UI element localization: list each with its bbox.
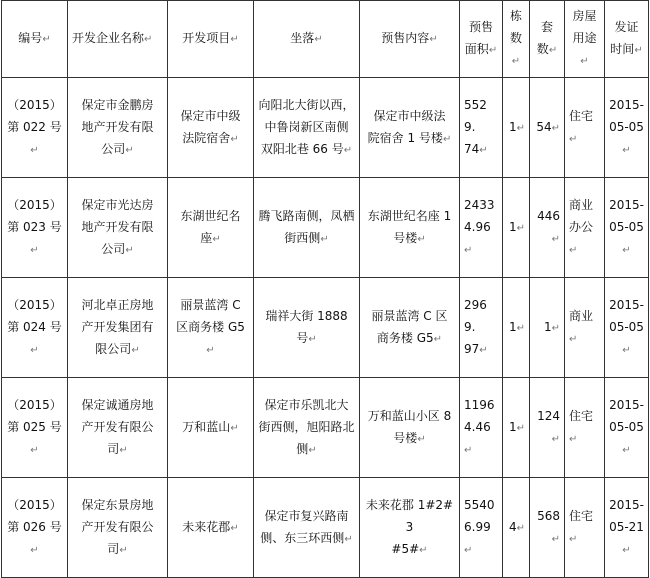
cell-line: 法院宿舍 <box>182 130 231 145</box>
paragraph-mark-icon <box>344 534 352 545</box>
cell-line: 时间 <box>610 42 635 56</box>
presale-area-cell <box>460 78 503 178</box>
unit-count-cell <box>530 478 565 578</box>
cell-line: 未来花郡 1#2#3 <box>365 497 454 534</box>
paragraph-mark-icon <box>622 345 630 356</box>
usage-cell <box>565 478 605 578</box>
cell-line: 万和蓝山小区 8 <box>367 408 452 423</box>
cell-line: 编号 <box>18 31 43 45</box>
header-number <box>2 1 68 78</box>
cell-line: 保定市中级法 <box>373 108 446 123</box>
header-building-count <box>503 1 530 78</box>
paragraph-mark-icon <box>464 445 472 456</box>
paragraph-mark-icon <box>308 445 316 456</box>
cell-line: 丽景蓝湾 C <box>180 297 241 312</box>
cell-line: 未来花郡 <box>182 519 231 534</box>
issue-date-cell <box>605 278 649 378</box>
issue-date-cell <box>605 378 649 478</box>
cell-line: 4.96 <box>464 219 491 234</box>
paragraph-mark-icon <box>42 34 50 45</box>
table-row <box>2 278 649 378</box>
paragraph-mark-icon <box>119 445 127 456</box>
cell-line: 栋 <box>509 9 522 23</box>
project-cell <box>168 378 254 478</box>
paragraph-mark-icon <box>552 434 560 445</box>
paragraph-mark-icon <box>552 234 560 245</box>
cell-line: 第 024 号 <box>7 319 62 334</box>
header-location <box>254 1 360 78</box>
presale-content-cell <box>360 78 460 178</box>
issue-date-cell <box>605 78 649 178</box>
cell-line: 街西侧，旭阳路北 <box>258 419 355 434</box>
cell-line: 公司 <box>101 141 126 156</box>
cell-line: 2015- <box>609 497 644 512</box>
developer-cell <box>68 378 168 478</box>
project-cell <box>168 478 254 578</box>
cell-line: 住宅 <box>569 408 594 423</box>
cell-line: 2969. <box>464 297 487 334</box>
unit-count-cell <box>530 178 565 278</box>
paragraph-mark-icon <box>308 334 316 345</box>
paragraph-mark-icon <box>131 345 139 356</box>
cell-line: 05-05 <box>609 219 644 234</box>
paragraph-mark-icon <box>443 134 451 145</box>
cell-line: 4 <box>508 519 517 534</box>
paragraph-mark-icon <box>569 334 577 345</box>
cell-line: 区商务楼 G5 <box>176 319 245 334</box>
unit-count-cell <box>530 378 565 478</box>
cell-line: 05-05 <box>609 419 644 434</box>
paragraph-mark-icon <box>230 523 238 534</box>
issue-date-cell <box>605 178 649 278</box>
paragraph-mark-icon <box>119 545 127 556</box>
paragraph-mark-icon <box>30 145 38 156</box>
paragraph-mark-icon <box>552 534 560 545</box>
cell-line: 号楼 <box>393 430 418 445</box>
cell-line: （2015） <box>7 497 62 512</box>
cell-line: 第 023 号 <box>7 219 62 234</box>
paragraph-mark-icon <box>489 45 497 56</box>
cell-line: 1 <box>508 419 517 434</box>
paragraph-mark-icon <box>344 145 352 156</box>
paragraph-mark-icon <box>580 56 588 67</box>
paragraph-mark-icon <box>464 545 472 556</box>
presale-area-cell <box>460 378 503 478</box>
cell-line: 商业 <box>569 197 594 212</box>
cell-line: 2015- <box>609 197 644 212</box>
presale-content-cell <box>360 478 460 578</box>
paragraph-mark-icon <box>417 434 425 445</box>
issue-date-cell <box>605 478 649 578</box>
cell-line: 房屋 <box>572 9 597 23</box>
cell-line: 保定市光达房 <box>81 197 154 212</box>
usage-cell <box>565 78 605 178</box>
cell-line: 5529. <box>464 97 487 134</box>
cell-line: 号楼 <box>393 230 418 245</box>
usage-cell <box>565 278 605 378</box>
presale-area-cell <box>460 478 503 578</box>
cell-line: 5540 <box>464 497 495 512</box>
cell-line: 保定诚通房地 <box>81 397 154 412</box>
permit-number-cell <box>2 478 68 578</box>
paragraph-mark-icon <box>517 423 525 434</box>
paragraph-mark-icon <box>314 34 322 45</box>
developer-cell <box>68 278 168 378</box>
cell-line: （2015） <box>7 397 62 412</box>
cell-line: 东湖世纪名 <box>180 208 241 223</box>
location-cell <box>254 278 360 378</box>
project-cell <box>168 78 254 178</box>
cell-line: 司 <box>107 541 120 556</box>
cell-line: 05-21 <box>609 519 644 534</box>
cell-line: 商业 <box>569 308 594 323</box>
cell-line: 1 <box>543 319 552 334</box>
header-project <box>168 1 254 78</box>
permit-number-cell <box>2 278 68 378</box>
building-count-cell <box>503 478 530 578</box>
paragraph-mark-icon <box>30 345 38 356</box>
cell-line: 4.46 <box>464 419 491 434</box>
project-cell <box>168 178 254 278</box>
cell-line: 2015- <box>609 397 644 412</box>
paragraph-mark-icon <box>417 234 425 245</box>
unit-count-cell <box>530 278 565 378</box>
cell-line: 74 <box>464 141 480 156</box>
cell-line: 商务楼 G5 <box>376 330 434 345</box>
paragraph-mark-icon <box>144 34 152 45</box>
paragraph-mark-icon <box>569 134 577 145</box>
paragraph-mark-icon <box>622 545 630 556</box>
cell-line: 2015- <box>609 297 644 312</box>
paragraph-mark-icon <box>634 45 642 56</box>
paragraph-mark-icon <box>30 545 38 556</box>
paragraph-mark-icon <box>517 123 525 134</box>
cell-line: 数 <box>509 31 522 45</box>
cell-line: 124 <box>537 408 560 423</box>
cell-line: 司 <box>107 441 120 456</box>
cell-line: 1 <box>508 219 517 234</box>
cell-line: 第 022 号 <box>7 119 62 134</box>
cell-line: 2015- <box>609 97 644 112</box>
cell-line: 发证 <box>614 20 639 34</box>
paragraph-mark-icon <box>30 245 38 256</box>
building-count-cell <box>503 78 530 178</box>
cell-line: （2015） <box>7 197 62 212</box>
usage-cell <box>565 178 605 278</box>
cell-line: 产开发有限公 <box>81 419 154 434</box>
paragraph-mark-icon <box>212 234 220 245</box>
cell-line: 1 <box>508 319 517 334</box>
permit-number-cell <box>2 78 68 178</box>
paragraph-mark-icon <box>125 145 133 156</box>
table-row <box>2 478 649 578</box>
cell-line: 丽景蓝湾 C 区 <box>371 308 448 323</box>
cell-line: 预售 <box>468 20 493 34</box>
cell-line: 东湖世纪名座 1 <box>367 208 452 223</box>
paragraph-mark-icon <box>569 434 577 445</box>
cell-line: 第 026 号 <box>7 519 62 534</box>
header-developer <box>68 1 168 78</box>
cell-line: 54 <box>536 119 552 134</box>
table-row <box>2 78 649 178</box>
permit-number-cell <box>2 178 68 278</box>
building-count-cell <box>503 178 530 278</box>
cell-line: 1 <box>508 119 517 134</box>
cell-line: 6.99 <box>464 519 491 534</box>
paragraph-mark-icon <box>125 245 133 256</box>
location-cell <box>254 78 360 178</box>
paragraph-mark-icon <box>230 423 238 434</box>
paragraph-mark-icon <box>479 145 487 156</box>
paragraph-mark-icon <box>622 445 630 456</box>
paragraph-mark-icon <box>569 245 577 256</box>
cell-line: 1196 <box>464 397 495 412</box>
header-presale-area <box>460 1 503 78</box>
cell-line: 向阳北大街以西， <box>258 97 355 112</box>
cell-line: 街西侧 <box>284 230 321 245</box>
paragraph-mark-icon <box>552 323 560 334</box>
cell-line: 保定市复兴路南 <box>264 508 349 523</box>
cell-line: 05-05 <box>609 119 644 134</box>
cell-line: 办公 <box>569 219 594 234</box>
usage-cell <box>565 378 605 478</box>
cell-line: 侧、东三环西侧 <box>260 530 345 545</box>
cell-line: 产开发有限公 <box>81 519 154 534</box>
paragraph-mark-icon <box>512 56 520 67</box>
cell-line: 446 <box>537 208 560 223</box>
cell-line: 数 <box>536 42 549 56</box>
cell-line: 保定市金鹏房 <box>81 97 154 112</box>
paragraph-mark-icon <box>552 123 560 134</box>
cell-line: 座 <box>200 230 213 245</box>
building-count-cell <box>503 278 530 378</box>
presale-content-cell <box>360 278 460 378</box>
cell-line: 套 <box>540 20 553 34</box>
header-row <box>2 1 649 78</box>
cell-line: 2433 <box>464 197 495 212</box>
developer-cell <box>68 78 168 178</box>
cell-line: 双阳北巷 66 号 <box>260 141 344 156</box>
paragraph-mark-icon <box>517 323 525 334</box>
cell-line: 开发企业名称 <box>72 31 145 45</box>
paragraph-mark-icon <box>569 534 577 545</box>
table-body <box>2 78 649 578</box>
cell-line: 产开发集团有 <box>81 319 154 334</box>
paragraph-mark-icon <box>320 234 328 245</box>
cell-line: 住宅 <box>569 508 594 523</box>
paragraph-mark-icon <box>429 34 437 45</box>
paragraph-mark-icon <box>622 245 630 256</box>
cell-line: （2015） <box>7 97 62 112</box>
paragraph-mark-icon <box>622 145 630 156</box>
cell-line: 第 025 号 <box>7 419 62 434</box>
cell-line: 地产开发有限 <box>81 219 154 234</box>
cell-line: 住宅 <box>569 108 594 123</box>
header-usage <box>565 1 605 78</box>
cell-line: 面积 <box>464 42 489 56</box>
cell-line: 万和蓝山 <box>182 419 231 434</box>
paragraph-mark-icon <box>230 34 238 45</box>
paragraph-mark-icon <box>549 45 557 56</box>
cell-line: 地产开发有限 <box>81 119 154 134</box>
location-cell <box>254 178 360 278</box>
cell-line: 侧 <box>296 441 309 456</box>
table-row <box>2 378 649 478</box>
cell-line: 保定市乐凯北大 <box>264 397 349 412</box>
cell-line: 院宿舍 1 号楼 <box>367 130 443 145</box>
cell-line: #5# <box>391 541 420 556</box>
developer-cell <box>68 478 168 578</box>
paragraph-mark-icon <box>206 345 214 356</box>
project-cell <box>168 278 254 378</box>
paragraph-mark-icon <box>434 334 442 345</box>
cell-line: 限公司 <box>95 341 132 356</box>
table-row <box>2 178 649 278</box>
location-cell <box>254 478 360 578</box>
cell-line: 保定东景房地 <box>81 497 154 512</box>
paragraph-mark-icon <box>419 545 427 556</box>
presale-content-cell <box>360 178 460 278</box>
paragraph-mark-icon <box>30 445 38 456</box>
presale-area-cell <box>460 178 503 278</box>
cell-line: 公司 <box>101 241 126 256</box>
cell-line: 腾飞路南侧，凤栖 <box>258 208 355 223</box>
header-unit-count <box>530 1 565 78</box>
presale-content-cell <box>360 378 460 478</box>
building-count-cell <box>503 378 530 478</box>
paragraph-mark-icon <box>479 345 487 356</box>
cell-line: 坐落 <box>290 31 315 45</box>
permit-number-cell <box>2 378 68 478</box>
header-presale-content <box>360 1 460 78</box>
cell-line: 预售内容 <box>381 31 430 45</box>
cell-line: 97 <box>464 341 480 356</box>
paragraph-mark-icon <box>517 523 525 534</box>
paragraph-mark-icon <box>517 223 525 234</box>
location-cell <box>254 378 360 478</box>
cell-line: 河北卓正房地 <box>81 297 154 312</box>
cell-line: 瑞祥大街 1888 号 <box>265 308 348 345</box>
cell-line: 中鲁岗新区南侧 <box>264 119 349 134</box>
cell-line: 保定市中级 <box>180 108 241 123</box>
cell-line: 开发项目 <box>182 31 231 45</box>
header-issue-date <box>605 1 649 78</box>
paragraph-mark-icon <box>464 245 472 256</box>
cell-line: 用途 <box>572 31 597 45</box>
cell-line: （2015） <box>7 297 62 312</box>
cell-line: 568 <box>537 508 560 523</box>
presale-permit-table <box>1 0 649 578</box>
unit-count-cell <box>530 78 565 178</box>
cell-line: 05-05 <box>609 319 644 334</box>
presale-area-cell <box>460 278 503 378</box>
developer-cell <box>68 178 168 278</box>
paragraph-mark-icon <box>230 134 238 145</box>
